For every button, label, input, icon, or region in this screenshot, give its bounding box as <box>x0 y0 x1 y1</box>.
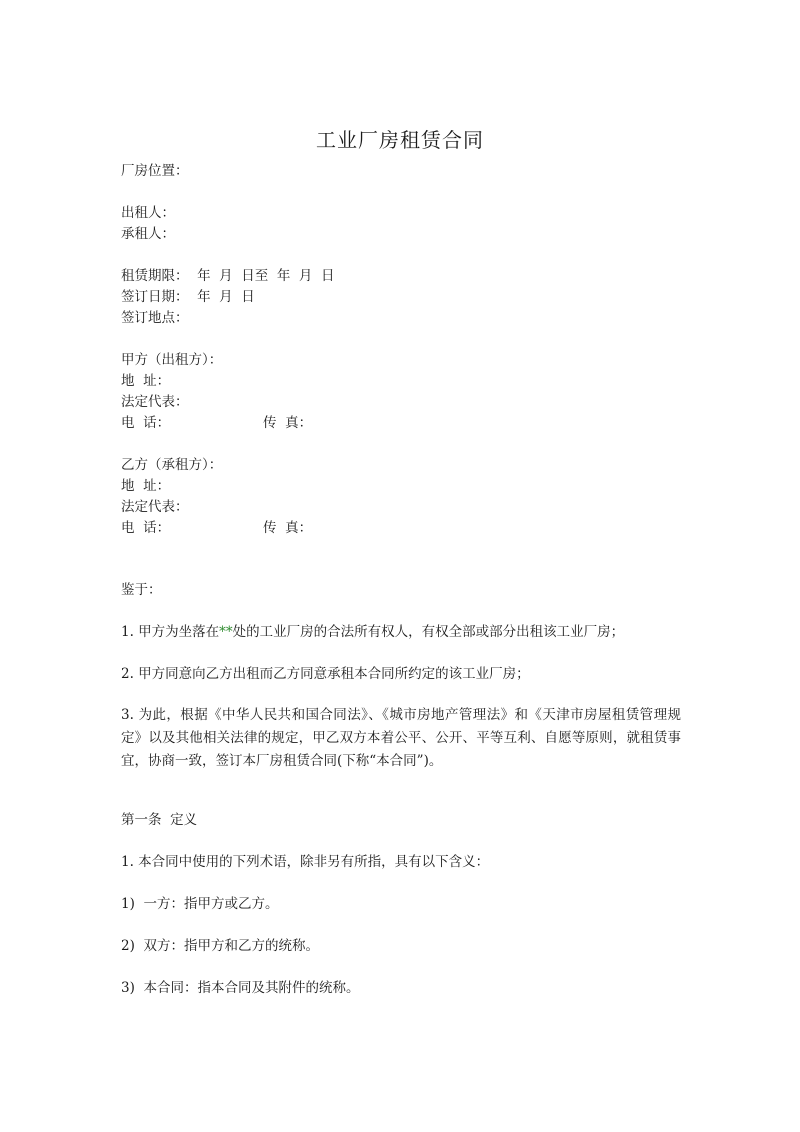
article-1-intro: 1. 本合同中使用的下列术语，除非另有所指，具有以下含义： <box>121 854 490 870</box>
whereas-item-1-start: 1. 甲方为坐落在 <box>121 624 220 640</box>
definition-item-1: 1) 一方：指甲方或乙方。 <box>121 896 279 912</box>
sign-date-label: 签订日期： 年 月 日 <box>121 289 255 305</box>
definition-item-3: 3) 本合同：指本合同及其附件的统称。 <box>121 980 360 996</box>
whereas-item-1 <box>121 622 624 642</box>
document-title: 工业厂房租赁合同 <box>316 128 484 152</box>
party-b-representative: 法定代表： <box>121 499 189 515</box>
party-b-heading: 乙方（承租方）： <box>121 457 223 473</box>
lessee-label: 承租人： <box>121 226 175 242</box>
lease-term-label: 租赁期限： 年 月 日至 年 月 日 <box>121 268 335 284</box>
party-a-phone: 电 话： <box>121 415 171 431</box>
whereas-item-3: 3. 为此，根据《中华人民共和国合同法》、《城市房地产管理法》和《天津市房屋租赁管理规定》以及其他相关法律的规定，甲乙双方本着公平、公开、平等互利、自愿等原则，就租赁事宜，协商一致，签订本厂房租赁合同(下称“本合同”)。 <box>121 707 681 769</box>
whereas-item-1-end: 处的工业厂房的合法所有权人，有权全部或部分出租该工业厂房； <box>232 624 625 640</box>
party-b-fax: 传 真： <box>263 520 313 536</box>
party-a-representative: 法定代表： <box>121 394 189 410</box>
lessor-label: 出租人： <box>121 205 175 221</box>
placeholder-mark: ** <box>219 624 233 640</box>
sign-place-label: 签订地点： <box>121 310 189 326</box>
party-a-address: 地 址： <box>121 373 171 389</box>
party-a-fax: 传 真： <box>263 415 313 431</box>
whereas-item-2: 2. 甲方同意向乙方出租而乙方同意承租本合同所约定的该工业厂房； <box>121 666 530 682</box>
party-a-heading: 甲方（出租方）： <box>121 352 223 368</box>
party-b-phone: 电 话： <box>121 520 171 536</box>
party-b-address: 地 址： <box>121 478 171 494</box>
definition-item-2: 2) 双方：指甲方和乙方的统称。 <box>121 938 319 954</box>
article-1-heading: 第一条 定义 <box>121 812 198 828</box>
factory-location-label: 厂房位置： <box>121 163 189 179</box>
whereas-heading: 鉴于： <box>121 582 162 598</box>
